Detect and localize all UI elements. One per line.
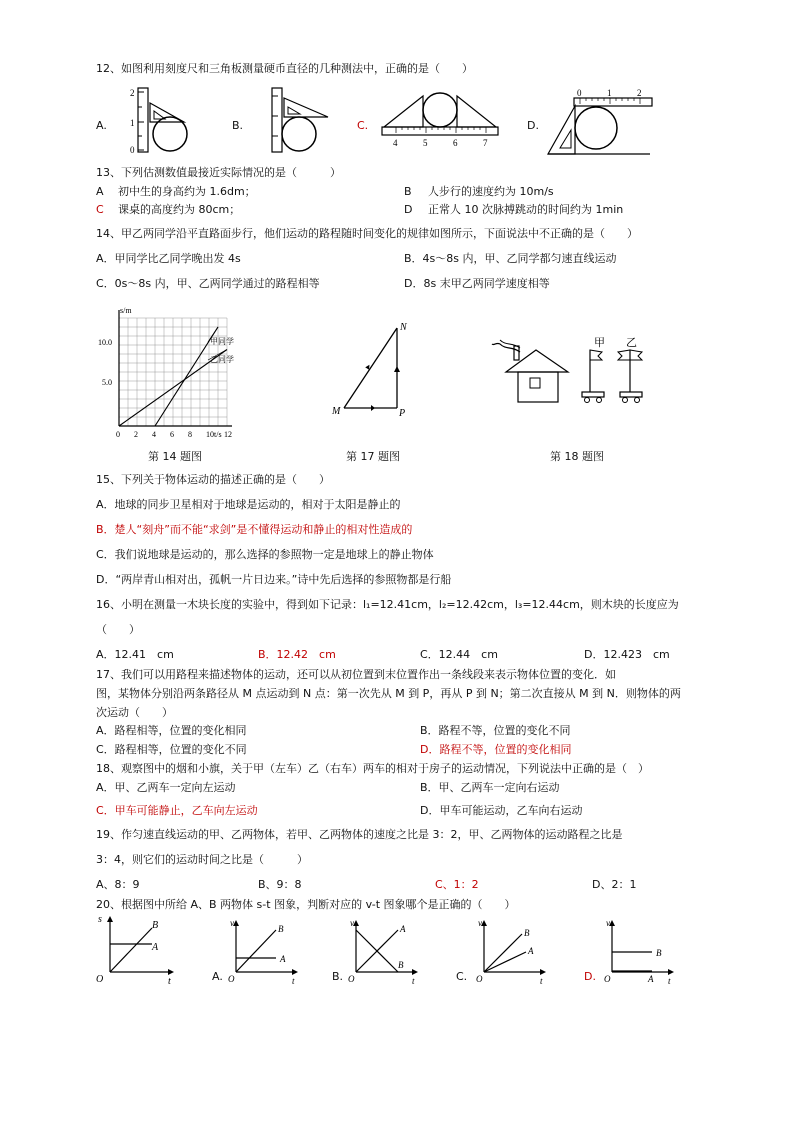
q20-d-v: v [606,918,610,928]
q20-d-t: t [668,976,671,986]
q12-c-tick-7: 7 [483,138,488,148]
q18-option-d[interactable]: D．甲车可能运动，乙车向右运动 [420,804,583,817]
q20-vt-graph-d [598,918,678,984]
q13-option-a-text: 初中生的身高约为 1.6dm； [118,185,256,198]
q14-xtick: 4 [152,430,156,439]
q20-c-v: v [478,918,482,928]
q19-option-d[interactable]: D、2：1 [592,878,637,891]
q16-stem: 16、小明在测量一木块长度的实验中，得到如下记录：l₁=12.41cm，l₂=12.42cm，l₃=12.44cm，则木块的长度应为 [96,598,679,611]
q20-a-v: v [230,918,234,928]
q12-figure-c [380,90,500,150]
q17-option-a[interactable]: A．路程相等，位置的变化相同 [96,724,247,737]
caption-fig18: 第 18 题图 [550,450,604,463]
q20-c-t: t [540,976,543,986]
q20-a-o: O [228,974,235,984]
q14-xtick: 12 [224,430,232,439]
q14-ytick-10: 10.0 [98,338,112,347]
q12-d-tick-2: 2 [637,88,642,98]
q17-point-m: M [332,406,341,417]
q16-option-a[interactable]: A．12.41 cm [96,648,174,661]
q12-a-tick-1: 1 [130,118,135,128]
q14-xtick: 10 [206,430,214,439]
q18-car-jia: 甲 [594,337,605,349]
q12-c-tick-6: 6 [453,138,458,148]
q13-option-b-letter[interactable]: B [404,185,412,198]
q12-option-b[interactable]: B. [232,119,244,132]
q13-option-c-text: 课桌的高度约为 80cm； [118,203,241,216]
q12-d-tick-1: 1 [607,88,612,98]
q14-xtick: 0 [116,430,120,439]
q13-option-d-letter[interactable]: D [404,203,413,216]
q20-a-t: t [292,976,295,986]
q18-car-yi: 乙 [626,337,637,349]
q20-option-d[interactable]: D. [584,970,596,983]
q15-option-b[interactable]: B．楚人“刻舟”而不能“求剑”是不懂得运动和静止的相对性造成的 [96,523,413,536]
q14-stem: 14、甲乙两同学沿平直路面步行，他们运动的路程随时间变化的规律如图所示，下面说法中不正确的是（ ） [96,227,638,240]
q12-stem: 12、如图利用刻度尺和三角板测量硬币直径的几种测法中，正确的是（ ） [96,62,473,75]
q15-stem: 15、下列关于物体运动的描述正确的是（ ） [96,473,330,486]
q17-point-p: P [399,408,406,419]
q20-b-t: t [412,976,415,986]
q14-option-d[interactable]: D．8s 末甲乙两同学速度相等 [404,277,550,290]
q12-option-a[interactable]: A. [96,119,107,132]
q17-option-b[interactable]: B．路程不等，位置的变化不同 [420,724,571,737]
q19-stem-1: 19、作匀速直线运动的甲、乙两物体，若甲、乙两物体的速度之比是 3：2，甲、乙两物体的运动路程之比是 [96,828,623,841]
q20-st-b: B [152,920,159,931]
q18-stem: 18、观察图中的烟和小旗，关于甲（左车）乙（右车）两车的相对于房子的运动情况，下列说法中正确的是（ ） [96,762,649,775]
q12-option-d[interactable]: D. [527,119,539,132]
q20-d-o: O [604,974,611,984]
q17-figure [322,320,412,420]
q12-figure-d [546,88,656,156]
q12-option-c[interactable]: C. [357,119,369,132]
q17-option-d[interactable]: D．路程不等，位置的变化相同 [420,743,572,756]
q17-option-c[interactable]: C．路程相等，位置的变化不同 [96,743,247,756]
q14-st-graph [96,304,256,444]
q13-option-d-text: 正常人 10 次脉搏跳动的时间约为 1min [428,203,624,216]
q13-option-a-letter[interactable]: A [96,185,104,198]
q14-option-a[interactable]: A．甲同学比乙同学晚出发 4s [96,252,241,265]
q14-series-line-0 [155,327,218,426]
q20-st-t: t [168,976,171,987]
q14-legend-jia: 甲同学 [210,337,234,346]
caption-fig17: 第 17 题图 [346,450,400,463]
q19-option-c[interactable]: C、1：2 [435,878,479,891]
q16-option-c[interactable]: C．12.44 cm [420,648,498,661]
q20-stem: 20、根据图中所给 A、B 两物体 s-t 图象，判断对应的 v-t 图象哪个是正确的（ ） [96,898,516,911]
q14-option-c[interactable]: C．0s～8s 内，甲、乙两同学通过的路程相等 [96,277,320,290]
q17-stem-1: 17、我们可以用路程来描述物体的运动，还可以从初位置到末位置作出一条线段来表示物体位置的变化．如 [96,668,616,681]
q12-d-tick-0: 0 [577,88,582,98]
q16-option-b[interactable]: B．12.42 cm [258,648,336,661]
q19-option-b[interactable]: B、9：8 [258,878,302,891]
q20-b-v: v [350,918,354,928]
q20-option-a[interactable]: A. [212,970,223,983]
caption-fig14: 第 14 题图 [148,450,202,463]
q14-xtick: 6 [170,430,174,439]
q12-figure-b [252,86,332,156]
q14-ytick-5: 5.0 [102,378,112,387]
q20-c-o: O [476,974,483,984]
q20-a-b: B [278,924,284,934]
q17-point-n: N [400,322,407,333]
q20-vt-graph-b [342,918,422,984]
q13-option-c-letter[interactable]: C [96,203,104,216]
q15-option-d[interactable]: D．“两岸青山相对出，孤帆一片日边来。”诗中先后选择的参照物都是行船 [96,573,452,586]
q20-st-o: O [96,974,104,985]
q12-figure-a [118,86,198,156]
q20-vt-graph-a [222,918,302,984]
q18-option-b[interactable]: B．甲、乙两车一定向右运动 [420,781,560,794]
q13-stem: 13、下列估测数值最接近实际情况的是（ ） [96,166,341,179]
q17-stem-2: 图，某物体分别沿两条路径从 M 点运动到 N 点：第一次先从 M 到 P，再从 P 到 N；第二次直接从 M 到 N．则物体的两 [96,687,681,700]
q20-st-a: A [152,942,159,953]
q14-option-b[interactable]: B．4s～8s 内，甲、乙同学都匀速直线运动 [404,252,617,265]
q19-stem-2: 3：4，则它们的运动时间之比是（ ） [96,853,308,866]
q18-option-c[interactable]: C．甲车可能静止，乙车向左运动 [96,804,258,817]
q18-option-a[interactable]: A．甲、乙两车一定向左运动 [96,781,236,794]
q20-c-b: B [524,928,530,938]
q14-ylabel: s/m [120,306,132,315]
q12-c-tick-5: 5 [423,138,428,148]
q20-b-o: O [348,974,355,984]
q14-legend-yi: 乙同学 [210,355,234,364]
q20-a-a: A [280,954,286,964]
q12-a-tick-0: 0 [130,145,135,155]
q16-option-d[interactable]: D．12.423 cm [584,648,670,661]
q12-a-tick-2: 2 [130,88,135,98]
q14-xlabel: t/s [214,430,222,439]
q12-c-tick-4: 4 [393,138,398,148]
q20-b-b: B [398,960,404,970]
q14-xtick: 2 [134,430,138,439]
q20-st-s: s [98,914,102,925]
q20-vt-graph-c [470,918,550,984]
q14-xtick: 8 [188,430,192,439]
q20-d-b: B [656,948,662,958]
q19-option-a[interactable]: A、8：9 [96,878,140,891]
q15-option-c[interactable]: C．我们说地球是运动的，那么选择的参照物一定是地球上的静止物体 [96,548,434,561]
q20-c-a: A [528,946,534,956]
q20-d-a: A [648,974,654,984]
q13-option-b-text: 人步行的速度约为 10m/s [428,185,554,198]
q20-b-a: A [400,924,406,934]
q20-option-b[interactable]: B. [332,970,344,983]
q15-option-a[interactable]: A．地球的同步卫星相对于地球是运动的，相对于太阳是静止的 [96,498,401,511]
q17-stem-3: 次运动（ ） [96,706,173,719]
q16-paren: （ ） [96,623,140,636]
q20-option-c[interactable]: C. [456,970,468,983]
q20-st-graph [96,914,176,987]
q18-figure [490,332,660,412]
